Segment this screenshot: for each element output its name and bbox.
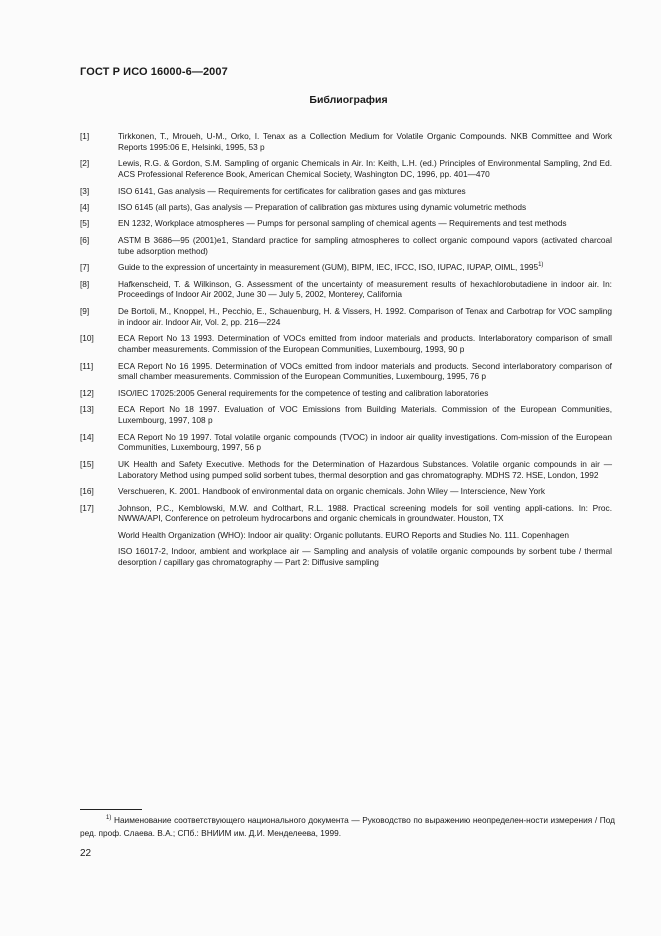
reference-number: [5] [80,218,90,229]
reference-text [118,503,612,525]
reference-number: [12] [80,387,94,398]
reference-item [80,235,612,257]
reference-list [80,131,612,574]
reference-text [118,333,612,355]
reference-item [80,546,612,568]
reference-text [118,404,612,426]
reference-item [80,404,612,426]
reference-number: [15] [80,458,94,469]
reference-text [118,262,612,273]
reference-body: UK Health and Safety Executive. Methods for the Determination of Hazardous Substances. Volatile organic compounds in air — Laboratory Method using pumped solid sorbent tubes, thermal desorption and gas chromatography. MDHS 72. HSE, London, 1992 [118,458,612,480]
reference-item [80,361,612,383]
reference-body: ECA Report No 19 1997. Total volatile organic compounds (TVOC) in indoor air quality investigations. Com-mission of the European Communities, Luxembourg, 1997, 56 p [118,431,612,453]
reference-text [118,388,612,399]
reference-item [80,186,612,197]
reference-body: ECA Report No 16 1995. Determination of VOCs emitted from indoor materials and products. Second interlaboratory comparison of small chamber measurements. Commission of the European Communities, Luxembourg, 1995, 76 p [118,360,612,382]
reference-body: Tirkkonen, T., Mroueh, U-M., Orko, I. Tenax as a Collection Medium for Volatile Organic Compounds. NKB Committee and Work Reports 1995:06 E, Helsinki, 1995, 53 p [118,131,612,152]
reference-text [118,530,612,541]
reference-body: World Health Organization (WHO): Indoor air quality: Organic pollutants. EURO Reports and Studies No. 111. Copenhagen [118,529,570,540]
reference-number: [3] [80,185,90,196]
reference-number: [10] [80,333,94,344]
reference-item [80,333,612,355]
footnote-ref-marker: 1) [538,262,544,269]
reference-item [80,218,612,229]
reference-body: De Bortoli, M., Knoppel, H., Pecchio, E., Schauenburg, H. & Vissers, H. 1992. Comparison of Tenax and Carbotrap for VOC sampling in indoor air. Indoor Air, Vol. 2, pp. 216—224 [118,305,612,327]
standard-id-header: ГОСТ Р ИСО 16000-6—2007 [80,66,228,78]
reference-body: Guide to the expression of uncertainty in measurement (GUM), BIPM, IEC, IFCC, ISO, IUPAC, IUPAP, OIML, 1995 [118,262,539,273]
reference-body: ISO 16017-2, Indoor, ambient and workplace air — Sampling and analysis of volatile organic compounds by sorbent tube / thermal desorption / capillary gas chromatography — Part 2: Diffusive sampling [118,546,612,568]
reference-number: [17] [80,502,94,513]
reference-text [118,432,612,454]
reference-item [80,503,612,525]
reference-text [118,158,612,180]
reference-text [118,546,612,568]
footnote-text: Наименование соответствующего национального документа — Руководство по выражению неопределен-ности измерения / Под ред. проф. Слаева. В.А.; СПб.: ВНИИМ им. Д.И. Менделеева, 1999. [80,815,615,838]
reference-number: [8] [80,278,90,289]
reference-body: ECA Report No 13 1993. Determination of VOCs emitted from indoor materials and products. Interlaboratory comparison of small chamber measurements. Commission of the European Communities, Luxembourg, 1993, 90 p [118,333,612,355]
reference-number: [4] [80,202,90,213]
reference-item [80,459,612,481]
reference-body: Johnson, P.C., Kemblowski, M.W. and Colthart, R.L. 1988. Practical screening models for soil venting appli-cations. In: Proc. NWWA/API, Conference on petroleum hydrocarbons and organic chemicals in groundwater. Houston, TX [118,502,612,524]
reference-body: Hafkenscheid, T. & Wilkinson, G. Assessment of the uncertainty of measurement results of hexachlorobutadiene in indoor air. In: Proceedings of Indoor Air 2002, June 30 — July 5, 2002, Monterey, California [118,278,612,300]
reference-text [118,131,612,153]
reference-number: [9] [80,305,90,316]
reference-text [118,202,612,213]
reference-text [118,486,612,497]
reference-item [80,158,612,180]
footnote [80,814,615,840]
reference-body: ISO 6141, Gas analysis — Requirements for certificates for calibration gases and gas mixtures [118,185,466,196]
footnote-separator [80,809,142,810]
reference-number: [11] [80,360,94,371]
page-number: 22 [80,848,92,859]
reference-text [118,279,612,301]
reference-body: EN 1232, Workplace atmospheres — Pumps for personal sampling of chemical agents — Requirements and test methods [118,218,567,229]
section-title: Библиография [309,94,388,106]
reference-number: [14] [80,431,94,442]
reference-item [80,279,612,301]
reference-body: Verschueren, K. 2001. Handbook of environmental data on organic chemicals. John Wiley — Interscience, New York [118,486,546,497]
reference-number: [13] [80,404,94,415]
reference-number: [7] [80,262,90,273]
reference-item [80,262,612,273]
reference-text [118,361,612,383]
reference-item [80,202,612,213]
reference-body: Lewis, R.G. & Gordon, S.M. Sampling of organic Chemicals in Air. In: Keith, L.H. (ed.) Principles of Environmental Sampling, 2nd Ed. ACS Professional Reference Book, American Chemical Society, Washington DC, 1996, pp. 401—470 [118,158,612,180]
reference-item [80,388,612,399]
reference-item [80,486,612,497]
reference-item [80,131,612,153]
reference-body: ASTM B 3686—95 (2001)e1, Standard practice for sampling atmospheres to collect organic compound vapors (activated charcoal tube adsorption method) [118,234,612,256]
reference-body: ISO/IEC 17025:2005 General requirements for the competence of testing and calibration laboratories [118,387,489,398]
reference-body: ISO 6145 (all parts), Gas analysis — Preparation of calibration gas mixtures using dynamic volumetric methods [118,202,527,213]
reference-number: [2] [80,158,90,169]
reference-number: [16] [80,486,94,497]
reference-body: ECA Report No 18 1997. Evaluation of VOC Emissions from Building Materials. Commission of the European Communities, Luxembourg, 1997, 108 p [118,404,612,426]
reference-text [118,459,612,481]
reference-text [118,306,612,328]
footnote-marker: 1) [106,815,112,822]
reference-number: [6] [80,234,90,245]
reference-item [80,306,612,328]
reference-text [118,186,612,197]
reference-text [118,218,612,229]
reference-item [80,530,612,541]
reference-text [118,235,612,257]
reference-item [80,432,612,454]
reference-number: [1] [80,131,90,141]
